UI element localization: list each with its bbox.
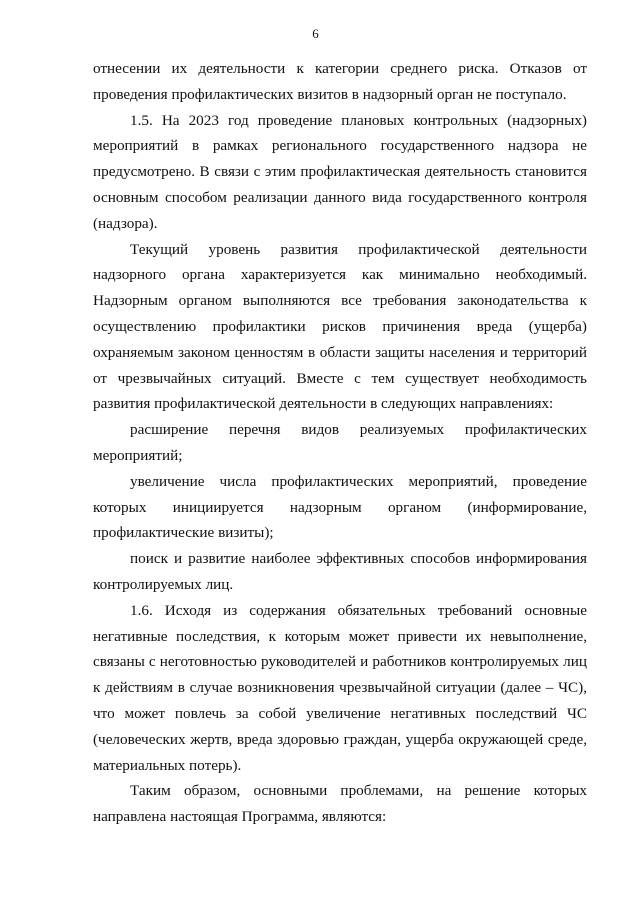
list-item-search-methods: поиск и развитие наиболее эффективных способов информирования контролируемых лиц. xyxy=(93,550,587,593)
paragraph-1-5: 1.5. На 2023 год проведение плановых контрольных (надзорных) мероприятий в рамках регионального государственного надзора не предусмотрено. В связи с этим профилактическая деятельность становится основным способом реализации данного вида государственного контроля (надзора). xyxy=(93,111,587,232)
paragraph-1-6: 1.6. Исходя из содержания обязательных требований основные негативные последствия, к которым может привести их невыполнение, связаны с неготовностью руководителей и работников контролируемых лиц к действиям в случае возникновения чрезвычайной ситуации (далее – ЧС), что может повлечь за собой увеличение негативных последствий ЧС (человеческих жертв, вреда здоровью граждан, ущерба окружающей среде, материальных потерь). xyxy=(93,601,587,774)
page-number: 6 xyxy=(312,26,319,41)
document-body xyxy=(93,56,587,830)
paragraph-current-level: Текущий уровень развития профилактической деятельности надзорного органа характеризуется как минимально необходимый. Надзорным органом выполняются все требования законодательства к осуществлению профилактики рисков причинения вреда (ущерба) охраняемым законом ценностям в области защиты населения и территорий от чрезвычайных ситуаций. Вместе с тем существует необходимость развития профилактической деятельности в следующих направлениях: xyxy=(93,240,587,413)
paragraph-conclusion: Таким образом, основными проблемами, на решение которых направлена настоящая Программа, являются: xyxy=(93,782,587,826)
paragraph-continuation: отнесении их деятельности к категории среднего риска. Отказов от проведения профилактических визитов в надзорный орган не поступало. xyxy=(93,60,587,103)
list-item-expand-types: расширение перечня видов реализуемых профилактических мероприятий; xyxy=(93,421,587,464)
list-item-increase-number: увеличение числа профилактических мероприятий, проведение которых инициируется надзорным органом (информирование, профилактические визиты); xyxy=(93,472,587,542)
